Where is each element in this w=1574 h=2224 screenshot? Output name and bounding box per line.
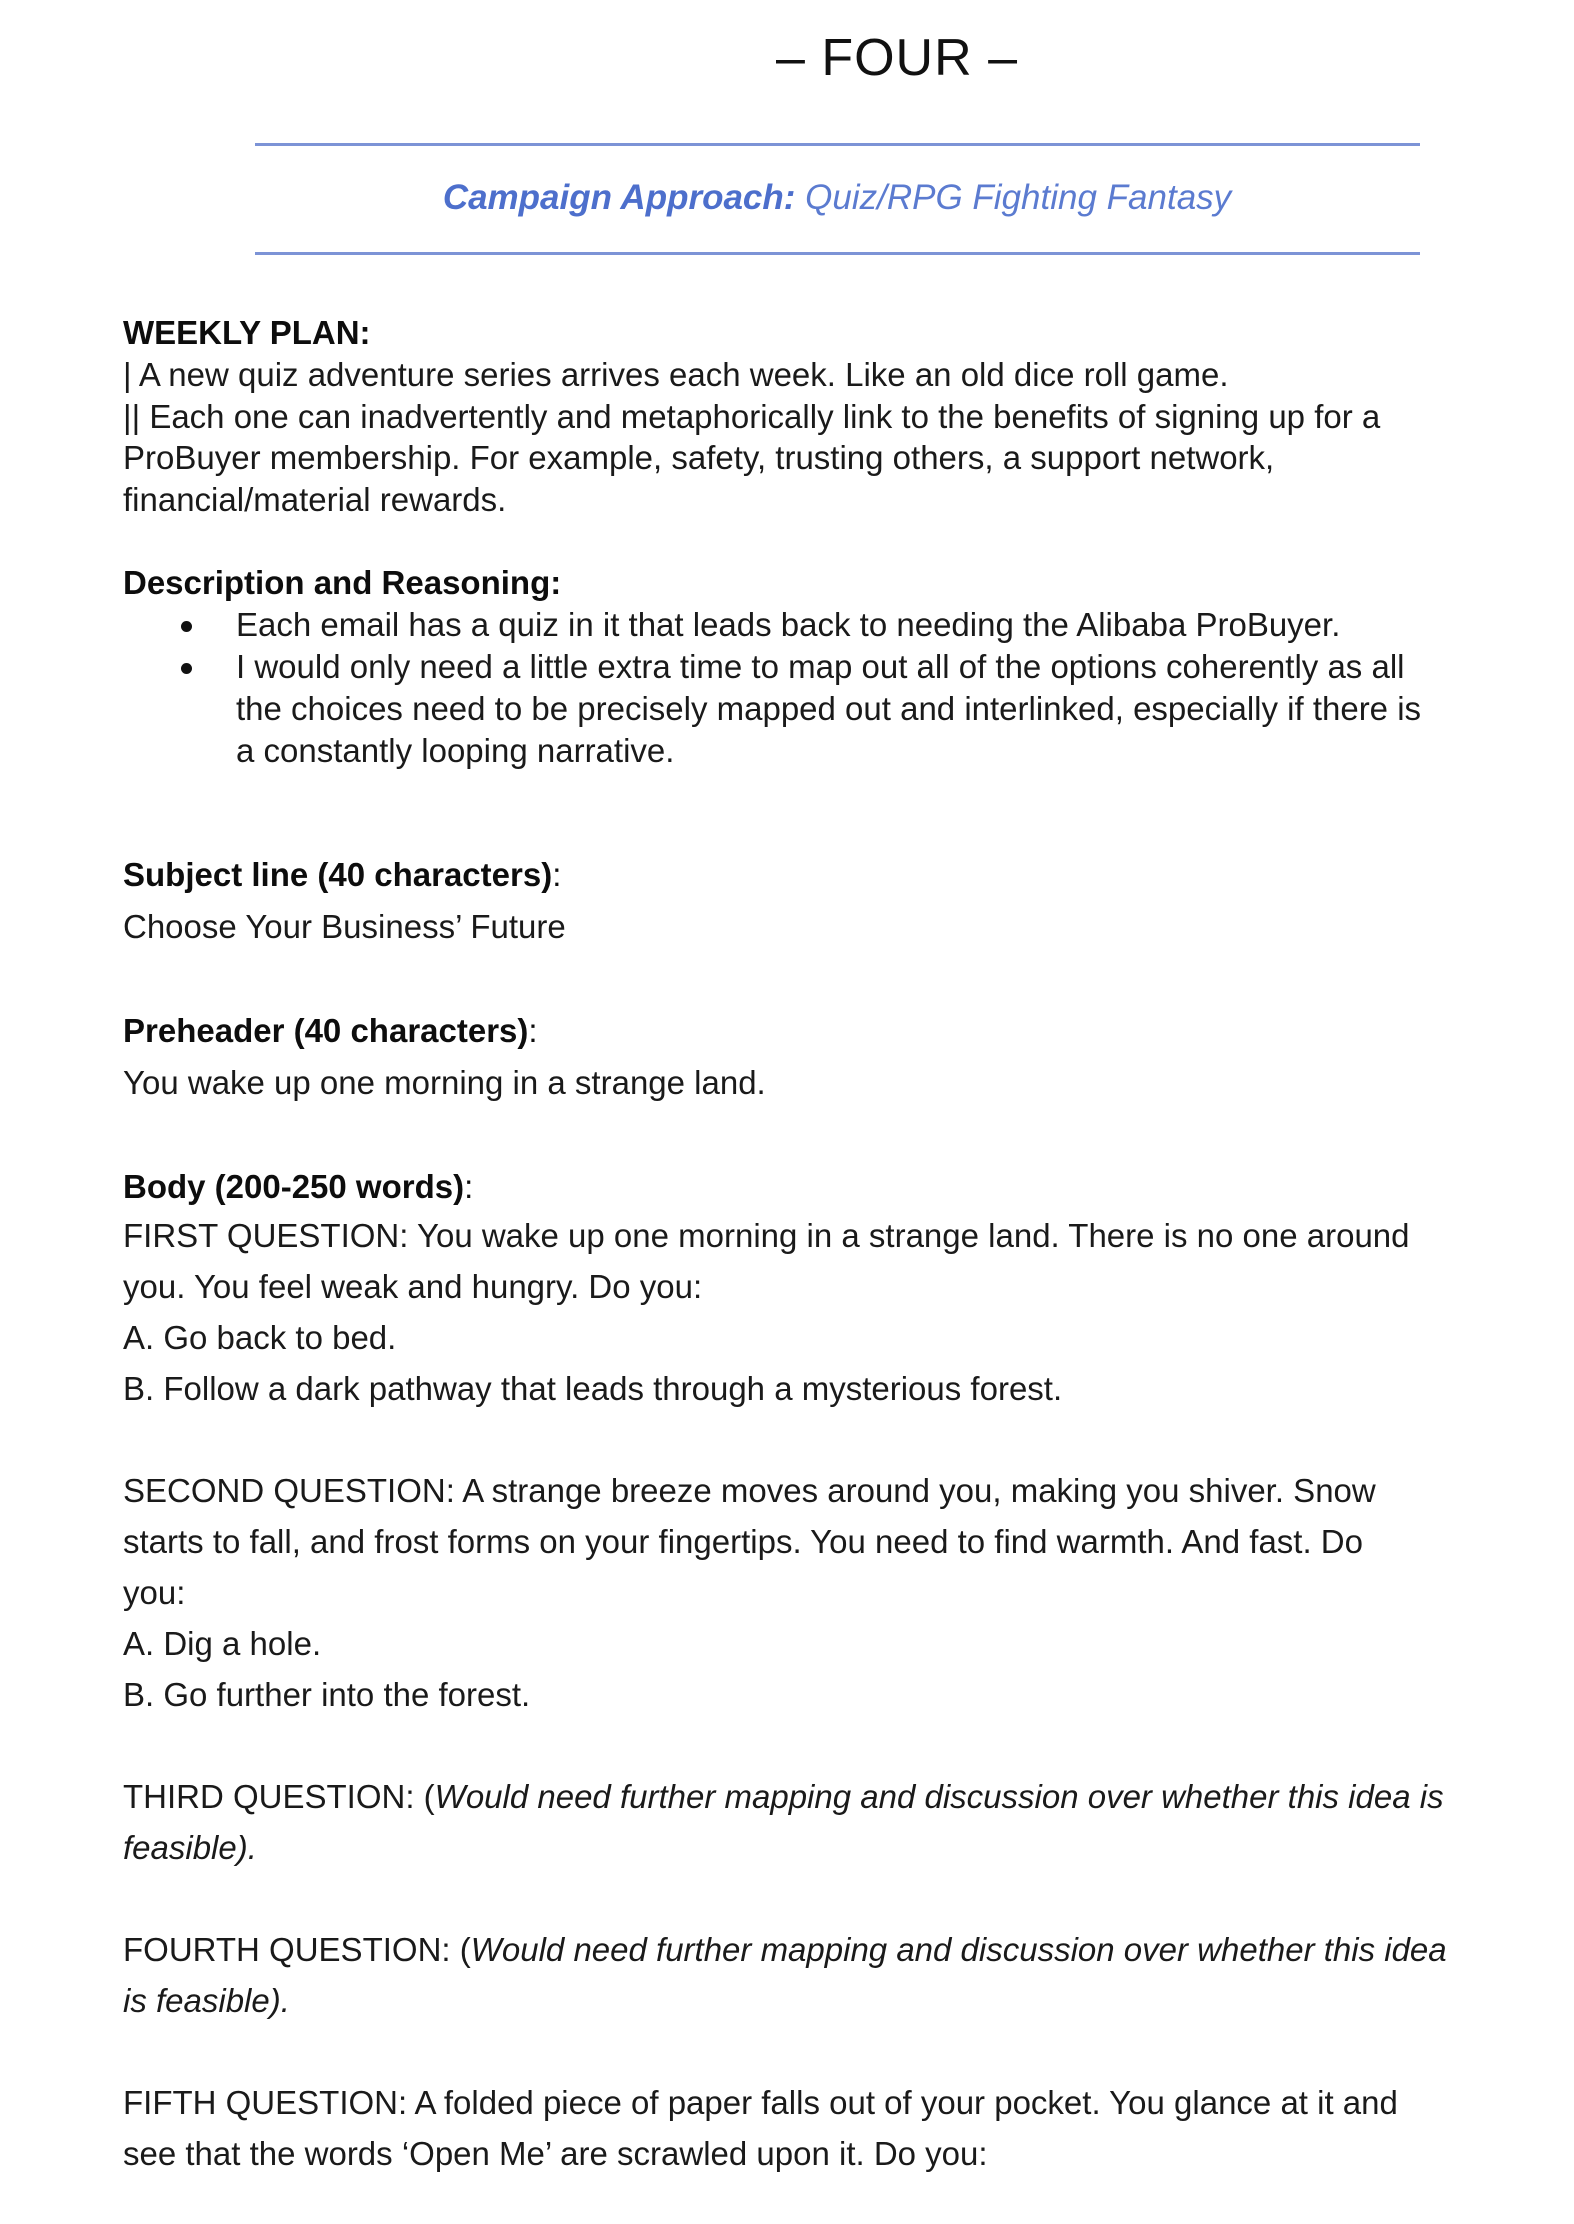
question-line [123, 1771, 1543, 1822]
bullet-item [236, 646, 1543, 772]
weekly-plan-line: financial/material rewards. [123, 480, 507, 518]
weekly-plan-line: || Each one can inadvertently and metaphorically link to the benefits of signing up for a [123, 397, 1381, 435]
body-heading [123, 1164, 1543, 1210]
question-4 [123, 1924, 1543, 2026]
question-line [123, 1924, 1543, 1975]
body-heading-colon: : [464, 1168, 474, 1205]
chapter-title: – FOUR – [775, 29, 1019, 87]
answer-option: A. Dig a hole. [123, 1625, 322, 1662]
question-1 [123, 1210, 1543, 1414]
subject-heading-text: Subject line (40 characters) [123, 856, 553, 893]
question-3 [123, 1771, 1543, 1873]
question-line: see that the words ‘Open Me’ are scrawled upon it. Do you: [123, 2135, 988, 2172]
weekly-plan-line: | A new quiz adventure series arrives each week. Like an old dice roll game. [123, 356, 1229, 393]
bullet-line: a constantly looping narrative. [236, 732, 675, 769]
question-line: SECOND QUESTION: A strange breeze moves around you, making you shiver. Snow [123, 1472, 1376, 1509]
weekly-plan-line: ProBuyer membership. For example, safety, trusting others, a support network, [123, 439, 1275, 476]
weekly-plan-heading: WEEKLY PLAN: [123, 314, 371, 351]
question-line: FIFTH QUESTION: A folded piece of paper falls out of your pocket. You glance at it and [123, 2084, 1398, 2121]
question-line: FIRST QUESTION: You wake up one morning in a strange land. There is no one around [123, 1217, 1410, 1254]
divider-top [255, 143, 1420, 146]
preheader-heading-text: Preheader (40 characters) [123, 1012, 529, 1049]
question-line: starts to fall, and frost forms on your fingertips. You need to find warmth. And fast. Do [123, 1523, 1363, 1560]
question-2 [123, 1465, 1543, 1720]
campaign-approach-value: Quiz/RPG Fighting Fantasy [805, 178, 1232, 217]
question-note: Would need further mapping and discussion over whether this idea [470, 1931, 1447, 1968]
question-prefix: FOURTH QUESTION: ( [123, 1931, 471, 1968]
campaign-approach [50, 178, 1574, 218]
answer-option: A. Go back to bed. [123, 1319, 397, 1356]
bullet-line: I would only need a little extra time to map out all of the options coherently as all [236, 648, 1405, 685]
body-heading-text: Body (200-250 words) [123, 1168, 465, 1205]
question-prefix: THIRD QUESTION: ( [123, 1778, 435, 1815]
preheader-value: You wake up one morning in a strange land. [123, 1064, 766, 1101]
divider-bottom [255, 252, 1420, 255]
question-note: Would need further mapping and discussion over whether this idea is [434, 1778, 1444, 1815]
subject-heading-colon: : [552, 856, 562, 893]
bullet-icon [181, 663, 192, 674]
subject-heading [123, 852, 1543, 898]
question-line: you: [123, 1574, 186, 1611]
bullet-line: the choices need to be precisely mapped out and interlinked, especially if there is [236, 690, 1422, 727]
document-body [123, 312, 1543, 2179]
subject-value: Choose Your Business’ Future [123, 908, 566, 945]
description-bullet-list [123, 604, 1543, 772]
preheader-heading [123, 1008, 1543, 1054]
bullet-icon [181, 621, 192, 632]
answer-option: B. Go further into the forest. [123, 1676, 531, 1713]
question-note: is feasible). [123, 1982, 290, 2019]
description-heading: Description and Reasoning: [123, 564, 562, 601]
campaign-approach-label: Campaign Approach: [442, 178, 796, 217]
question-5 [123, 2077, 1543, 2179]
answer-option: B. Follow a dark pathway that leads through a mysterious forest. [123, 1370, 1063, 1407]
preheader-heading-colon: : [528, 1012, 538, 1049]
bullet-line: Each email has a quiz in it that leads back to needing the Alibaba ProBuyer. [236, 606, 1341, 643]
question-note: feasible). [123, 1829, 257, 1866]
question-line: you. You feel weak and hungry. Do you: [123, 1268, 703, 1305]
bullet-item [236, 604, 1543, 646]
